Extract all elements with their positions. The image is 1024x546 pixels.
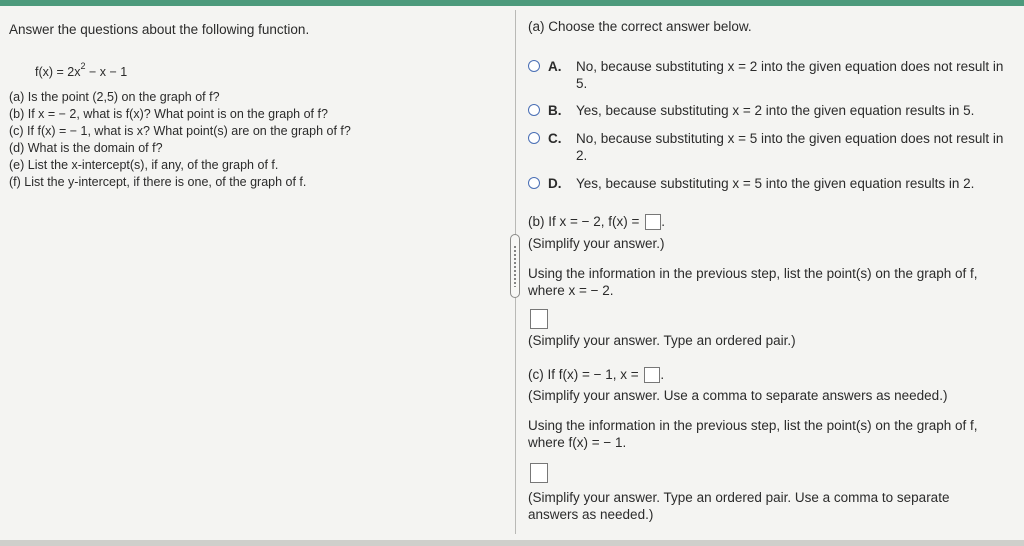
choice-a-text: No, because substituting x = 2 into the given equation does not result in 5. [576,59,1004,91]
part-a-title: (a) Choose the correct answer below. [528,19,752,34]
part-b-hint: (Simplify your answer.) [528,236,665,251]
question-f: (f) List the y-intercept, if there is one, of the graph of f. [9,175,307,189]
part-b-answer-input[interactable] [645,214,661,230]
radio-a[interactable] [528,60,540,72]
radio-d[interactable] [528,177,540,189]
question-e: (e) List the x-intercept(s), if any, of the graph of f. [9,158,279,172]
part-c-followup: Using the information in the previous step, list the point(s) on the graph of f, where f(x) = − 1. [528,418,978,450]
part-b-prompt: (b) If x = − 2, f(x) = . [528,214,665,229]
choice-b-letter: B. [548,103,562,118]
part-b-followup-hint: (Simplify your answer. Type an ordered pair.) [528,333,796,348]
instruction-text: Answer the questions about the following function. [9,22,310,37]
question-a: (a) Is the point (2,5) on the graph of f? [9,90,220,104]
choice-d-letter: D. [548,176,562,191]
question-c: (c) If f(x) = − 1, what is x? What point(s) are on the graph of f? [9,124,351,138]
choice-a-letter: A. [548,59,562,74]
question-b: (b) If x = − 2, what is f(x)? What point is on the graph of f? [9,107,328,121]
part-c-point-input[interactable] [530,463,548,483]
part-b-point-input[interactable] [530,309,548,329]
radio-b[interactable] [528,104,540,116]
choice-d-text: Yes, because substituting x = 5 into the given equation results in 2. [576,176,975,191]
radio-c[interactable] [528,132,540,144]
choice-b-text: Yes, because substituting x = 2 into the given equation results in 5. [576,103,975,118]
part-b-followup: Using the information in the previous step, list the point(s) on the graph of f, where x = − 2. [528,266,978,298]
grip-dots-icon [514,245,516,287]
part-c-prompt: (c) If f(x) = − 1, x = . [528,367,665,382]
bottom-edge [0,540,1024,546]
panel-resize-handle[interactable] [510,234,520,298]
choice-c-letter: C. [548,131,562,146]
function-expression: $f(x) = 2x^2 - x - 1$ [35,61,128,80]
part-c-hint: (Simplify your answer. Use a comma to separate answers as needed.) [528,388,948,403]
part-c-answer-input[interactable] [644,367,660,383]
question-d: (d) What is the domain of f? [9,141,163,155]
choice-c-text: No, because substituting x = 5 into the given equation does not result in 2. [576,131,1004,163]
part-c-followup-hint: (Simplify your answer. Type an ordered pair. Use a comma to separate answers as needed.) [528,490,950,522]
